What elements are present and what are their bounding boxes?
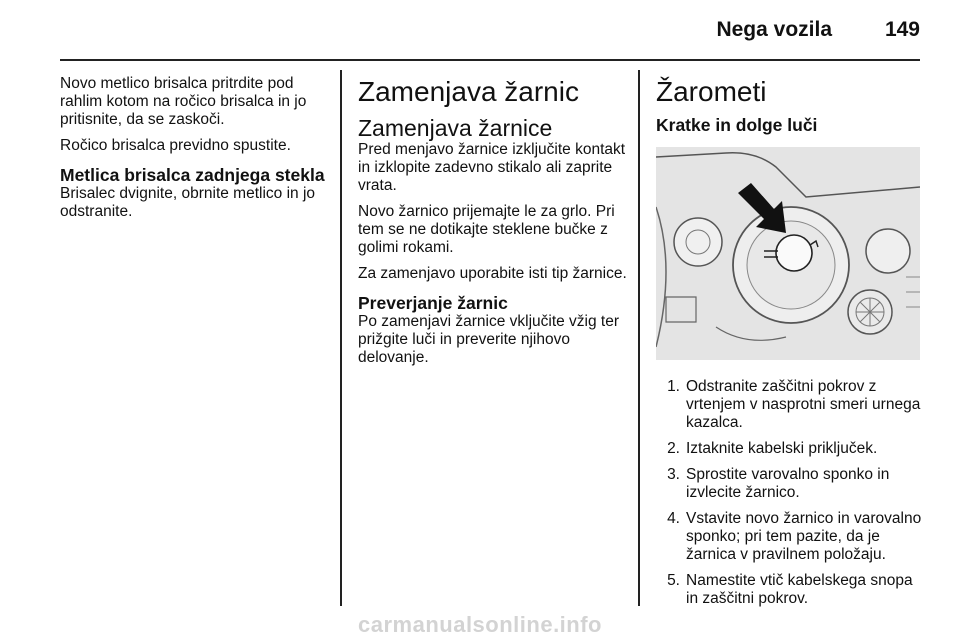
subsection-title-bulb-change: Zamenjava žarnice xyxy=(358,115,553,141)
watermark: carmanualsonline.info xyxy=(358,612,602,637)
paragraph-same-type: Za zamenjavo uporabite isti tip žarnice. xyxy=(358,265,627,282)
paragraph-bulb-check: Po zamenjavi žarnice vključite vžig ter prižgite luči in preverite njihovo delovanje. xyxy=(358,313,620,366)
header-rule xyxy=(60,59,920,61)
steps-list xyxy=(656,378,922,608)
section-title-headlamps: Žarometi xyxy=(656,76,767,107)
headlamp-illustration xyxy=(656,147,920,360)
list-item: 5. Namestite vtič kabelskega snopa in zaščitni pokrov. xyxy=(667,572,913,607)
column-divider-1 xyxy=(340,70,342,606)
column-divider-2 xyxy=(638,70,640,606)
section-title-bulb-replacement: Zamenjava žarnic xyxy=(358,76,579,107)
heading-low-high-beam: Kratke in dolge luči xyxy=(656,115,818,135)
heading-bulb-check: Preverjanje žarnic xyxy=(358,293,508,313)
list-item: 4. Vstavite novo žarnico in varovalno sponko; pri tem pazite, da je žarnica v pravilnem položaju. xyxy=(667,510,922,563)
headlamp-diagram xyxy=(656,147,920,360)
column-middle xyxy=(358,75,628,375)
paragraph-rear-wiper: Brisalec dvignite, obrnite metlico in jo odstranite. xyxy=(60,185,316,220)
column-left xyxy=(60,75,330,229)
paragraph-wiper-install: Novo metlico brisalca pritrdite pod rahlim kotom na ročico brisalca in jo pritisnite, da se zaskoči. xyxy=(60,75,307,128)
list-item: 1. Odstranite zaščitni pokrov z vrtenjem v nasprotni smeri urnega kazalca. xyxy=(667,378,921,431)
list-item: 3. Sprostite varovalno sponko in izvlecite žarnico. xyxy=(667,466,890,501)
heading-rear-wiper: Metlica brisalca zadnjega stekla xyxy=(60,165,325,185)
list-item: 2. Iztaknite kabelski priključek. xyxy=(667,440,878,457)
column-right xyxy=(656,75,922,616)
paragraph-hold-bulb: Novo žarnico prijemajte le za grlo. Pri tem se ne dotikajte steklene bučke z golimi rokami. xyxy=(358,203,615,256)
page-number: 149 xyxy=(884,18,920,41)
paragraph-switch-off: Pred menjavo žarnice izključite kontakt in izklopite zadevno stikalo ali zaprite vrata. xyxy=(358,141,626,194)
paragraph-wiper-lower: Ročico brisalca previdno spustite. xyxy=(60,137,291,154)
header-title: Nega vozila xyxy=(716,18,832,41)
